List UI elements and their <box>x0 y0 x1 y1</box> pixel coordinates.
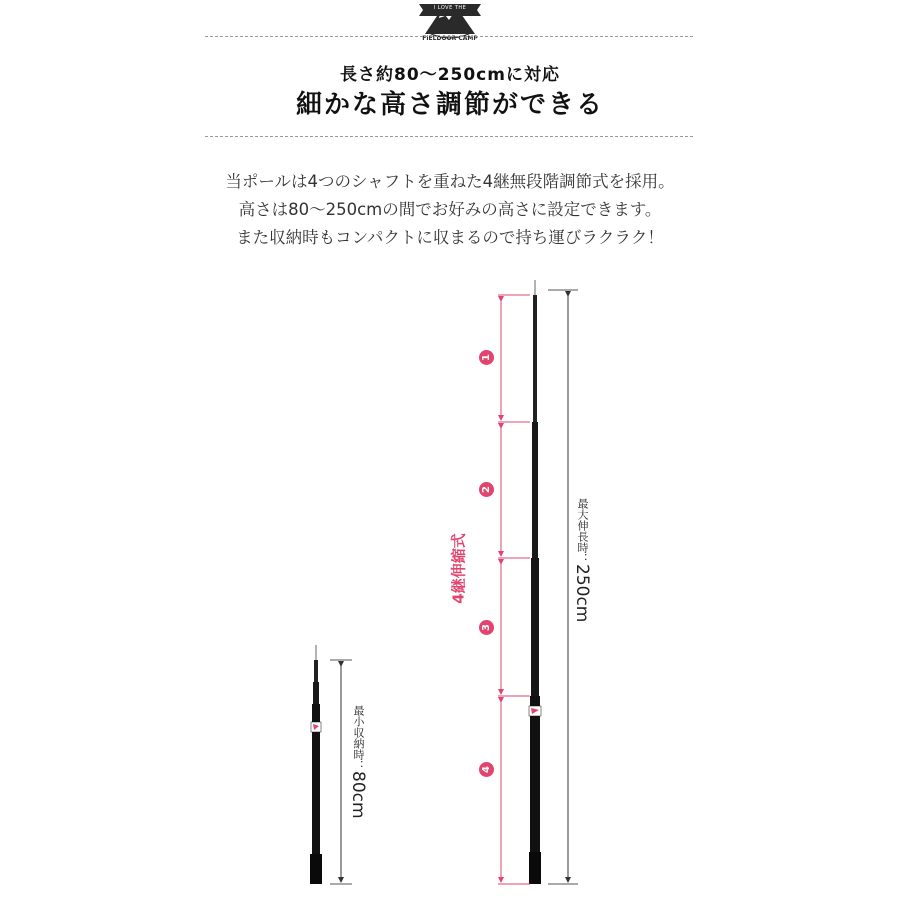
long-pole <box>529 280 541 884</box>
heading-title: 細かな高さ調節ができる <box>295 90 604 120</box>
description-line: また収納時もコンパクトに収まるので持ち運びラクラク！ <box>236 228 664 247</box>
section-badge-4: 4 <box>479 762 494 777</box>
description-line: 高さは80～250cmの間でお好みの高さに設定できます。 <box>238 200 662 219</box>
section-guides <box>498 295 530 884</box>
logo-top-text: I LOVE THE <box>433 5 467 11</box>
short-pole-label-prefix: 最小収納時： <box>352 705 365 771</box>
section-badge-3: 3 <box>479 620 494 635</box>
description-line: 当ポールは4つのシャフトを重ねた4継無段階調節式を採用。 <box>225 172 675 191</box>
long-pole-label <box>572 498 592 638</box>
short-pole-label <box>348 705 368 835</box>
long-pole-length: 250cm <box>572 564 592 623</box>
short-pole <box>310 645 322 884</box>
long-pole-label-prefix: 最大伸長時： <box>576 498 589 564</box>
section-badge-1: 1 <box>479 350 494 365</box>
logo-bottom-text: FIELDOOR CAMP <box>422 35 478 42</box>
short-pole-length: 80cm <box>348 771 368 819</box>
section-badge-2: 2 <box>479 482 494 497</box>
heading-subtitle: 長さ約80～250cmに対応 <box>340 65 560 85</box>
section-count-label: 4継伸縮式 <box>449 533 468 604</box>
